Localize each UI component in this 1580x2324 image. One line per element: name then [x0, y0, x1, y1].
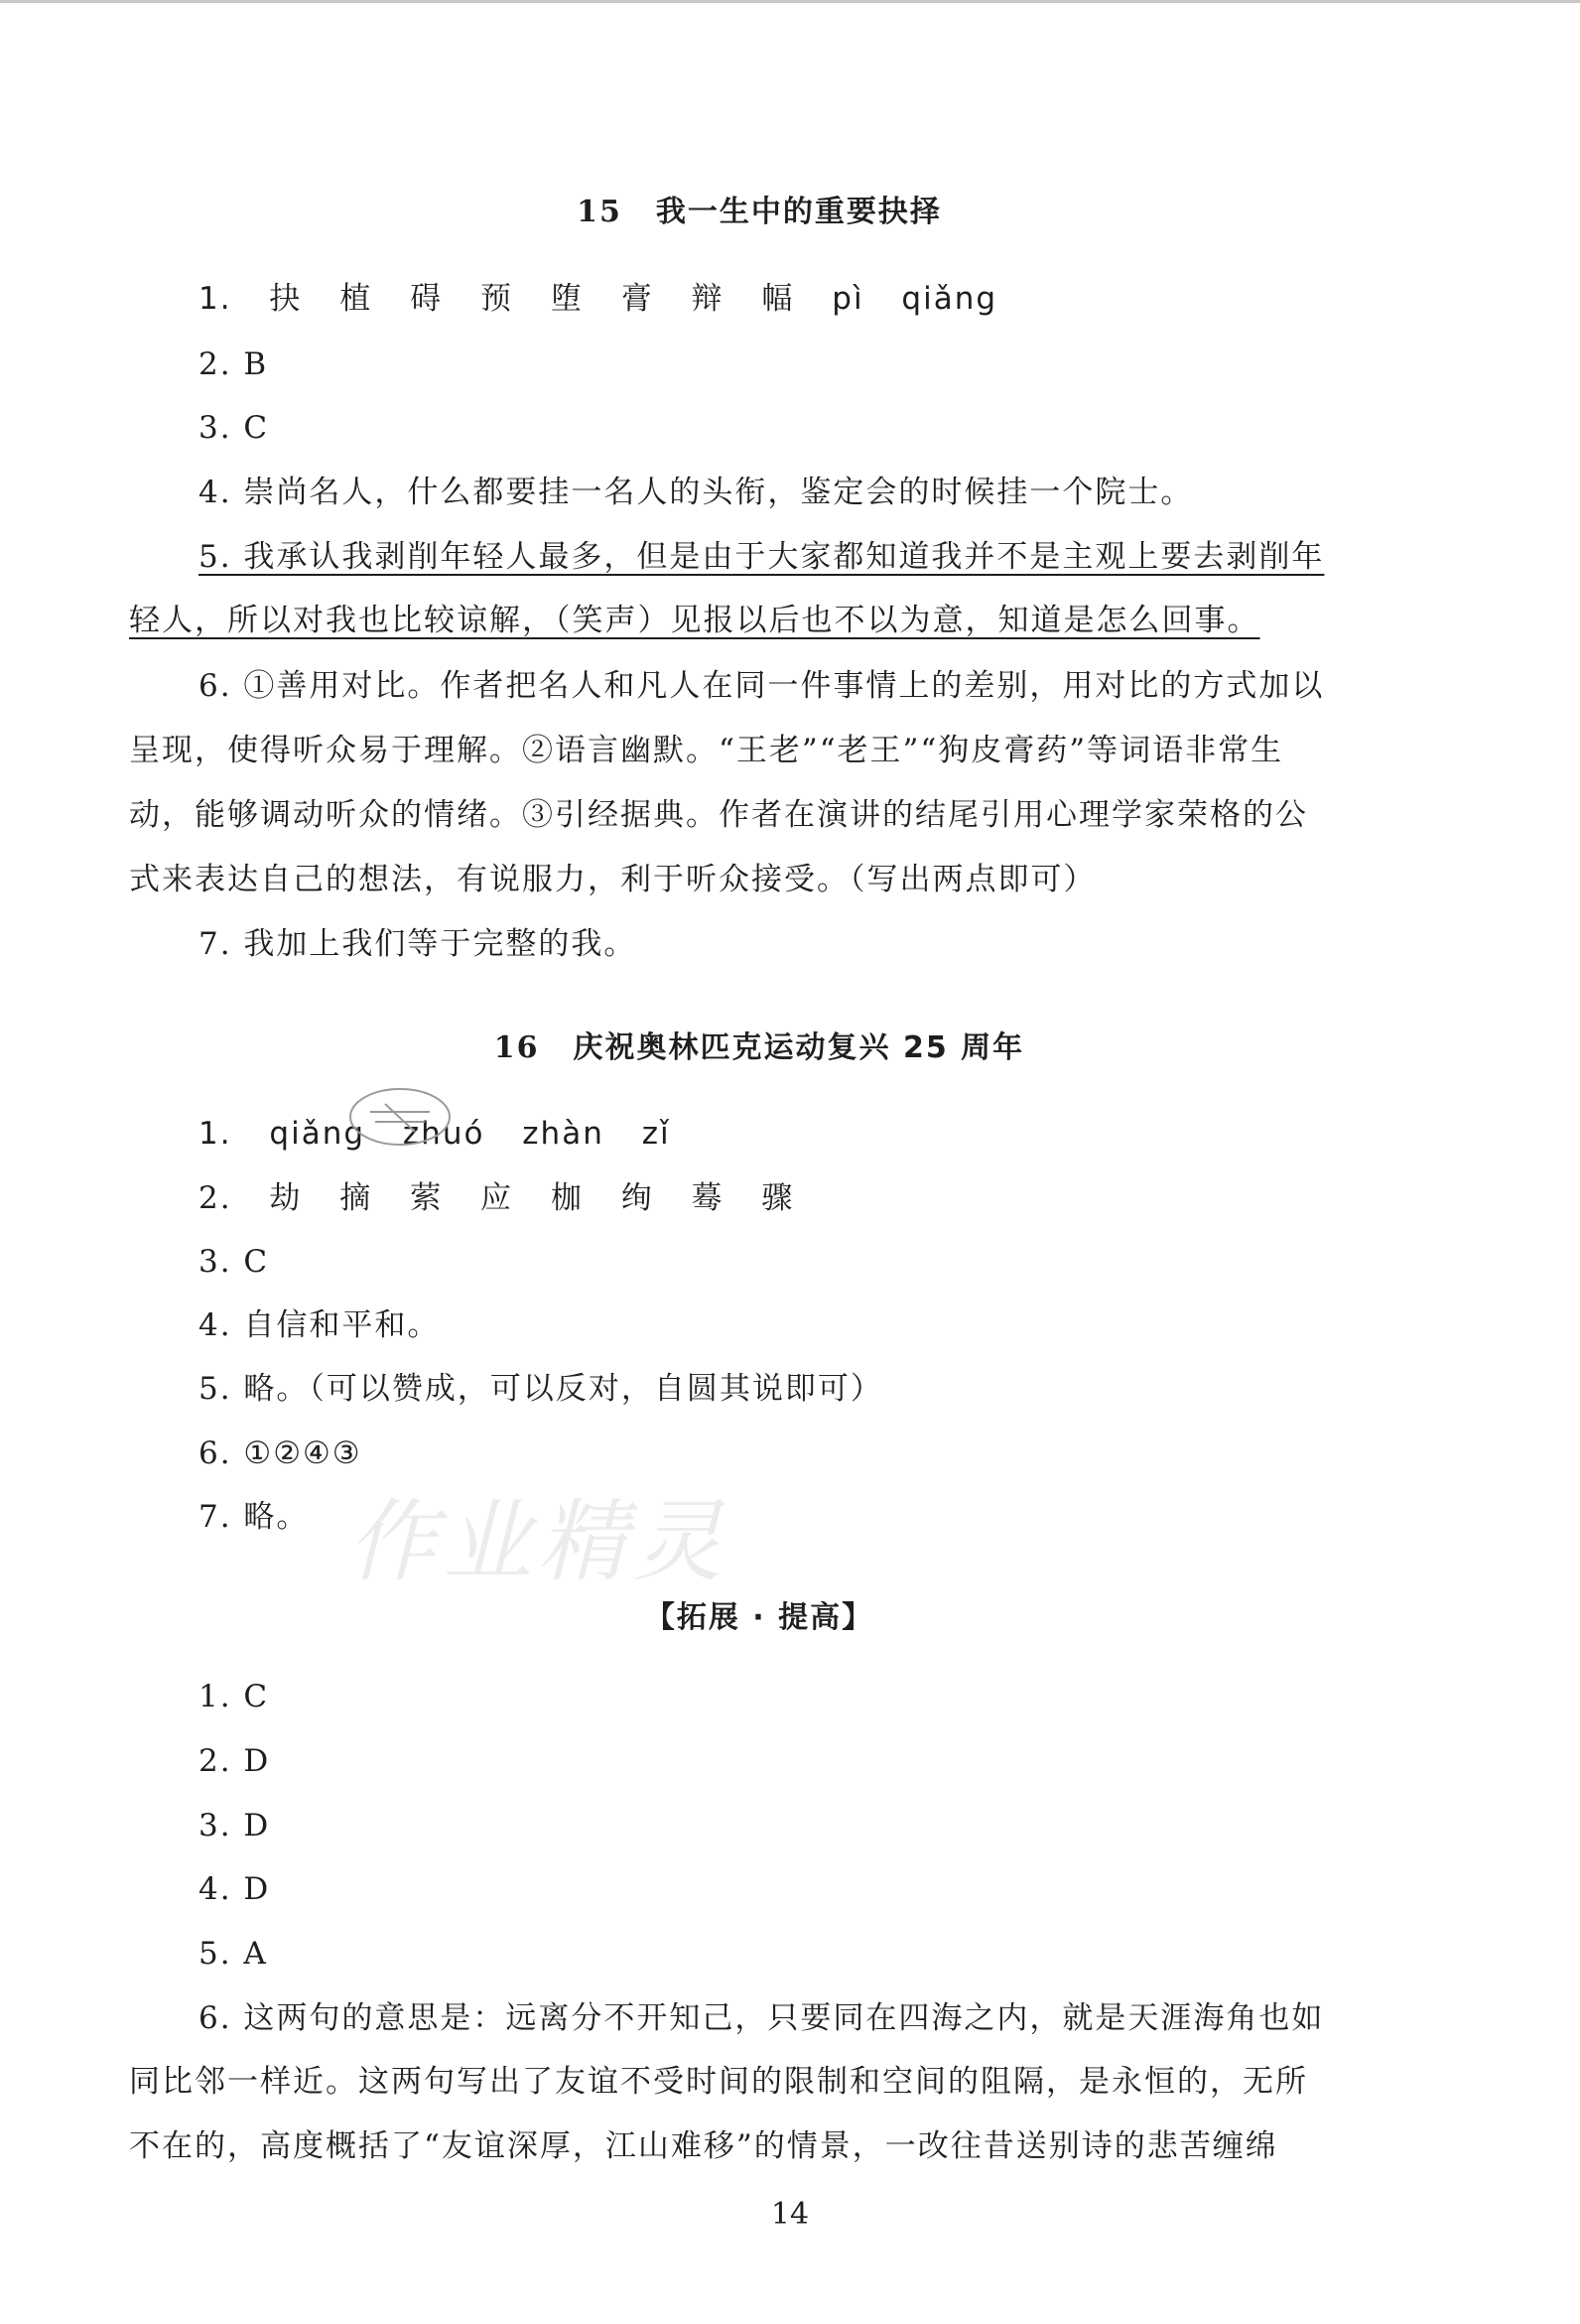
- answer-item: 3. D: [198, 1808, 271, 1844]
- answer-item: 7. 我加上我们等于完整的我。: [198, 926, 637, 962]
- answer-item: 1. C: [198, 1679, 270, 1714]
- section-title: 我一生中的重要抉择: [655, 195, 942, 229]
- answer-item: 4. 自信和平和。: [198, 1307, 441, 1343]
- watermark: 作业精灵: [347, 1490, 728, 1594]
- answer-item: 1. 抉 植 碍 预 堕 膏 辩 幅 pì qiǎng: [198, 281, 998, 317]
- page-number: 14: [770, 2197, 810, 2232]
- answer-item: 同比邻一样近。这两句写出了友谊不受时间的限制和空间的阻隔，是永恒的，无所: [129, 2064, 1308, 2100]
- section-title: 庆祝奥林匹克运动复兴 25 周年: [573, 1030, 1025, 1065]
- answer-item: 式来表达自己的想法，有说服力，利于听众接受。（写出两点即可）: [129, 862, 1097, 897]
- answer-item: 3. C: [198, 1244, 270, 1280]
- top-rule: [0, 0, 1580, 3]
- answer-item: 1. qiǎng zhuó zhàn zǐ: [198, 1116, 671, 1152]
- answer-item: 3. C: [198, 410, 270, 446]
- answer-item: 6. ①善用对比。作者把名人和凡人在同一件事情上的差别，用对比的方式加以: [198, 668, 1325, 704]
- section-16-heading: [129, 1023, 1389, 1066]
- answer-item: 5. A: [198, 1936, 268, 1972]
- answer-item: 呈现，使得听众易于理解。②语言幽默。“王老”“老王”“狗皮膏药”等词语非常生: [129, 733, 1284, 768]
- answer-item: 动，能够调动听众的情绪。③引经据典。作者在演讲的结尾引用心理学家荣格的公: [129, 797, 1308, 833]
- section-number: 16: [493, 1030, 540, 1065]
- answer-item: 2. D: [198, 1743, 271, 1779]
- answer-item: 7. 略。: [198, 1499, 310, 1535]
- answer-item: 不在的，高度概括了“友谊深厚，江山难移”的情景，一改往昔送别诗的悲苦缠绵: [129, 2128, 1278, 2164]
- answer-item: 6. ①②④③: [198, 1435, 362, 1471]
- answer-item: 6. 这两句的意思是：远离分不开知己，只要同在四海之内，就是天涯海角也如: [198, 2000, 1325, 2036]
- answer-item: 4. 崇尚名人，什么都要挂一名人的头衔，鉴定会的时候挂一个院士。: [198, 475, 1194, 510]
- section-number: 15: [577, 195, 622, 229]
- section-15-heading: [129, 187, 1389, 230]
- answer-item-underlined: 5. 我承认我剥削年轻人最多，但是由于大家都知道我并不是主观上要去剥削年: [198, 539, 1325, 575]
- answer-item: 5. 略。（可以赞成，可以反对，自圆其说即可）: [198, 1371, 883, 1407]
- answer-item-underlined: 轻人，所以对我也比较谅解，（笑声）见报以后也不以为意，知道是怎么回事。: [129, 603, 1260, 638]
- answer-item: 4. D: [198, 1871, 271, 1907]
- answer-item: 2. B: [198, 346, 269, 382]
- stamp-icon: [345, 1082, 455, 1152]
- extension-heading: 【拓展 · 提高】: [644, 1600, 874, 1635]
- answer-item: 2. 劫 摘 萦 应 枷 绚 蓦 骤: [198, 1180, 795, 1216]
